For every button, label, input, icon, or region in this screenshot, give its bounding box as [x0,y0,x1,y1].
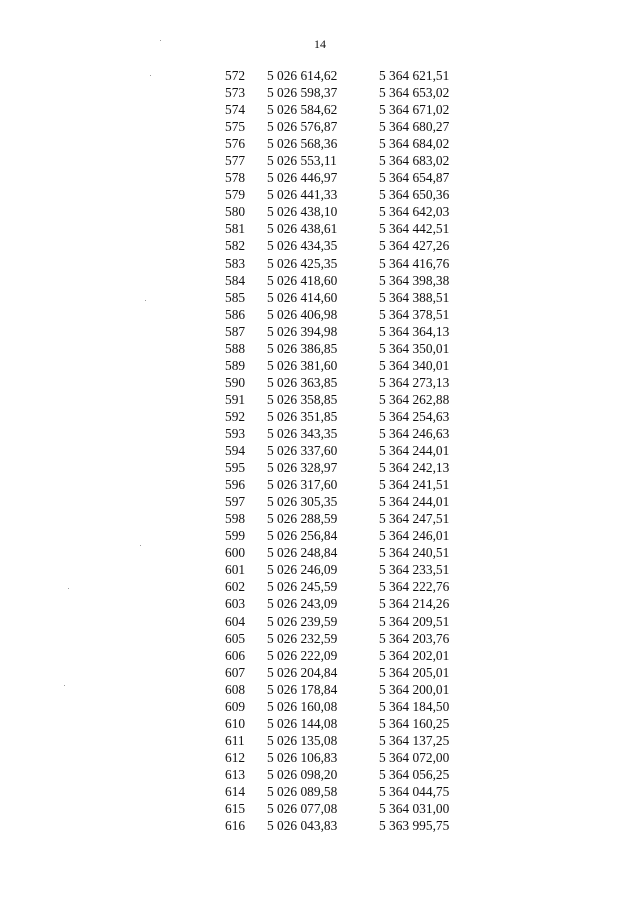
point-number: 593 [225,425,246,441]
x-coordinate: 5 026 414,60 [267,289,338,305]
point-number: 574 [225,102,246,118]
point-number: 613 [225,766,246,782]
x-coordinate: 5 026 614,62 [267,68,338,83]
y-coordinate: 5 364 621,51 [379,68,450,83]
point-number: 588 [225,340,246,356]
y-coordinate: 5 364 388,51 [379,289,450,305]
x-coordinate: 5 026 288,59 [267,511,338,527]
table-row [225,459,469,476]
point-number: 602 [225,579,246,595]
y-coordinate: 5 364 209,51 [379,613,450,629]
point-number: 587 [225,323,246,339]
y-coordinate: 5 364 262,88 [379,391,450,407]
table-row [225,340,469,357]
y-coordinate: 5 364 200,01 [379,681,450,697]
y-coordinate: 5 364 427,26 [379,238,450,254]
scan-speck [150,75,151,76]
point-number: 609 [225,698,246,714]
point-number: 580 [225,204,246,220]
y-coordinate: 5 364 056,25 [379,766,450,782]
y-coordinate: 5 364 350,01 [379,340,450,356]
x-coordinate: 5 026 584,62 [267,102,338,118]
point-number: 605 [225,630,246,646]
x-coordinate: 5 026 222,09 [267,647,338,663]
point-number: 578 [225,170,246,186]
point-number: 594 [225,443,246,459]
point-number: 576 [225,136,246,152]
y-coordinate: 5 364 137,25 [379,732,450,748]
x-coordinate: 5 026 077,08 [267,801,338,817]
table-row [225,715,469,732]
point-number: 606 [225,647,246,663]
x-coordinate: 5 026 425,35 [267,255,338,271]
x-coordinate: 5 026 043,83 [267,818,338,834]
x-coordinate: 5 026 351,85 [267,408,338,424]
page-number: 14 [314,37,326,51]
y-coordinate: 5 364 671,02 [379,102,450,118]
point-number: 616 [225,818,246,834]
y-coordinate: 5 364 160,25 [379,715,450,731]
y-coordinate: 5 364 031,00 [379,801,450,817]
x-coordinate: 5 026 438,61 [267,221,338,237]
point-number: 604 [225,613,246,629]
table-row [225,544,469,561]
scan-speck [68,588,69,589]
point-number: 592 [225,408,246,424]
x-coordinate: 5 026 363,85 [267,374,338,390]
table-row [225,664,469,681]
point-number: 579 [225,187,246,203]
x-coordinate: 5 026 438,10 [267,204,338,220]
point-number: 585 [225,289,246,305]
point-number: 611 [225,732,245,748]
y-coordinate: 5 364 242,13 [379,460,450,476]
x-coordinate: 5 026 243,09 [267,596,338,612]
table-row [225,800,469,817]
x-coordinate: 5 026 232,59 [267,630,338,646]
point-number: 599 [225,528,246,544]
y-coordinate: 5 364 364,13 [379,323,450,339]
table-row [225,681,469,698]
point-number: 583 [225,255,246,271]
table-row [225,698,469,715]
table-row [225,272,469,289]
point-number: 607 [225,664,246,680]
x-coordinate: 5 026 381,60 [267,357,338,373]
y-coordinate: 5 364 246,01 [379,528,450,544]
x-coordinate: 5 026 239,59 [267,613,338,629]
point-number: 573 [225,85,246,101]
y-coordinate: 5 364 378,51 [379,306,450,322]
table-row [225,425,469,442]
point-number: 591 [225,391,246,407]
point-number: 590 [225,374,246,390]
x-coordinate: 5 026 098,20 [267,766,338,782]
y-coordinate: 5 364 416,76 [379,255,450,271]
x-coordinate: 5 026 106,83 [267,749,338,765]
y-coordinate: 5 363 995,75 [379,818,450,834]
x-coordinate: 5 026 135,08 [267,732,338,748]
x-coordinate: 5 026 144,08 [267,715,338,731]
scan-speck [160,40,161,41]
table-row [225,118,469,135]
y-coordinate: 5 364 654,87 [379,170,450,186]
point-number: 596 [225,477,246,493]
y-coordinate: 5 364 680,27 [379,119,450,135]
table-row [225,442,469,459]
x-coordinate: 5 026 576,87 [267,119,338,135]
x-coordinate: 5 026 598,37 [267,85,338,101]
y-coordinate: 5 364 653,02 [379,85,450,101]
x-coordinate: 5 026 337,60 [267,443,338,459]
y-coordinate: 5 364 203,76 [379,630,450,646]
x-coordinate: 5 026 256,84 [267,528,338,544]
y-coordinate: 5 364 205,01 [379,664,450,680]
x-coordinate: 5 026 406,98 [267,306,338,322]
point-number: 595 [225,460,246,476]
table-row [225,613,469,630]
table-row [225,357,469,374]
x-coordinate: 5 026 305,35 [267,494,338,510]
y-coordinate: 5 364 072,00 [379,749,450,765]
point-number: 610 [225,715,246,731]
point-number: 582 [225,238,246,254]
table-row [225,374,469,391]
table-row [225,237,469,254]
table-row [225,169,469,186]
table-row [225,493,469,510]
table-row [225,578,469,595]
table-row [225,732,469,749]
table-row [225,561,469,578]
point-number: 581 [225,221,246,237]
x-coordinate: 5 026 178,84 [267,681,338,697]
y-coordinate: 5 364 222,76 [379,579,450,595]
table-row [225,510,469,527]
table-row [225,84,469,101]
table-row [225,186,469,203]
x-coordinate: 5 026 245,59 [267,579,338,595]
y-coordinate: 5 364 184,50 [379,698,450,714]
table-row [225,749,469,766]
table-row [225,306,469,323]
point-number: 615 [225,801,246,817]
table-row [225,101,469,118]
x-coordinate: 5 026 394,98 [267,323,338,339]
table-row [225,630,469,647]
y-coordinate: 5 364 683,02 [379,153,450,169]
point-number: 577 [225,153,246,169]
point-number: 572 [225,68,246,83]
point-number: 608 [225,681,246,697]
x-coordinate: 5 026 386,85 [267,340,338,356]
y-coordinate: 5 364 340,01 [379,357,450,373]
y-coordinate: 5 364 202,01 [379,647,450,663]
point-number: 603 [225,596,246,612]
x-coordinate: 5 026 328,97 [267,460,338,476]
table-row [225,766,469,783]
x-coordinate: 5 026 358,85 [267,391,338,407]
x-coordinate: 5 026 317,60 [267,477,338,493]
table-row [225,255,469,272]
table-row [225,67,469,84]
y-coordinate: 5 364 233,51 [379,562,450,578]
x-coordinate: 5 026 446,97 [267,170,338,186]
y-coordinate: 5 364 442,51 [379,221,450,237]
table-row [225,476,469,493]
x-coordinate: 5 026 553,11 [267,153,337,169]
table-row [225,323,469,340]
table-row [225,203,469,220]
y-coordinate: 5 364 398,38 [379,272,450,288]
point-number: 584 [225,272,246,288]
x-coordinate: 5 026 343,35 [267,425,338,441]
point-number: 598 [225,511,246,527]
table-row [225,817,469,834]
y-coordinate: 5 364 684,02 [379,136,450,152]
point-number: 586 [225,306,246,322]
table-row [225,595,469,612]
y-coordinate: 5 364 244,01 [379,494,450,510]
y-coordinate: 5 364 650,36 [379,187,450,203]
y-coordinate: 5 364 246,63 [379,425,450,441]
point-number: 600 [225,545,246,561]
y-coordinate: 5 364 044,75 [379,783,450,799]
scan-speck [145,300,146,301]
y-coordinate: 5 364 273,13 [379,374,450,390]
point-number: 614 [225,783,246,799]
y-coordinate: 5 364 240,51 [379,545,450,561]
table-row [225,647,469,664]
y-coordinate: 5 364 247,51 [379,511,450,527]
point-number: 575 [225,119,246,135]
x-coordinate: 5 026 089,58 [267,783,338,799]
x-coordinate: 5 026 160,08 [267,698,338,714]
table-row [225,220,469,237]
y-coordinate: 5 364 254,63 [379,408,450,424]
scan-speck [140,545,141,546]
y-coordinate: 5 364 241,51 [379,477,450,493]
point-number: 597 [225,494,246,510]
x-coordinate: 5 026 418,60 [267,272,338,288]
table-row [225,391,469,408]
table-row [225,783,469,800]
table-row [225,527,469,544]
x-coordinate: 5 026 434,35 [267,238,338,254]
y-coordinate: 5 364 214,26 [379,596,450,612]
point-number: 589 [225,357,246,373]
table-row [225,289,469,306]
table-row [225,135,469,152]
x-coordinate: 5 026 568,36 [267,136,338,152]
point-number: 612 [225,749,246,765]
point-number: 601 [225,562,246,578]
x-coordinate: 5 026 248,84 [267,545,338,561]
scan-speck [64,685,65,686]
x-coordinate: 5 026 204,84 [267,664,338,680]
x-coordinate: 5 026 246,09 [267,562,338,578]
coordinates-table [225,67,469,834]
y-coordinate: 5 364 642,03 [379,204,450,220]
table-row [225,152,469,169]
y-coordinate: 5 364 244,01 [379,443,450,459]
x-coordinate: 5 026 441,33 [267,187,338,203]
table-row [225,408,469,425]
